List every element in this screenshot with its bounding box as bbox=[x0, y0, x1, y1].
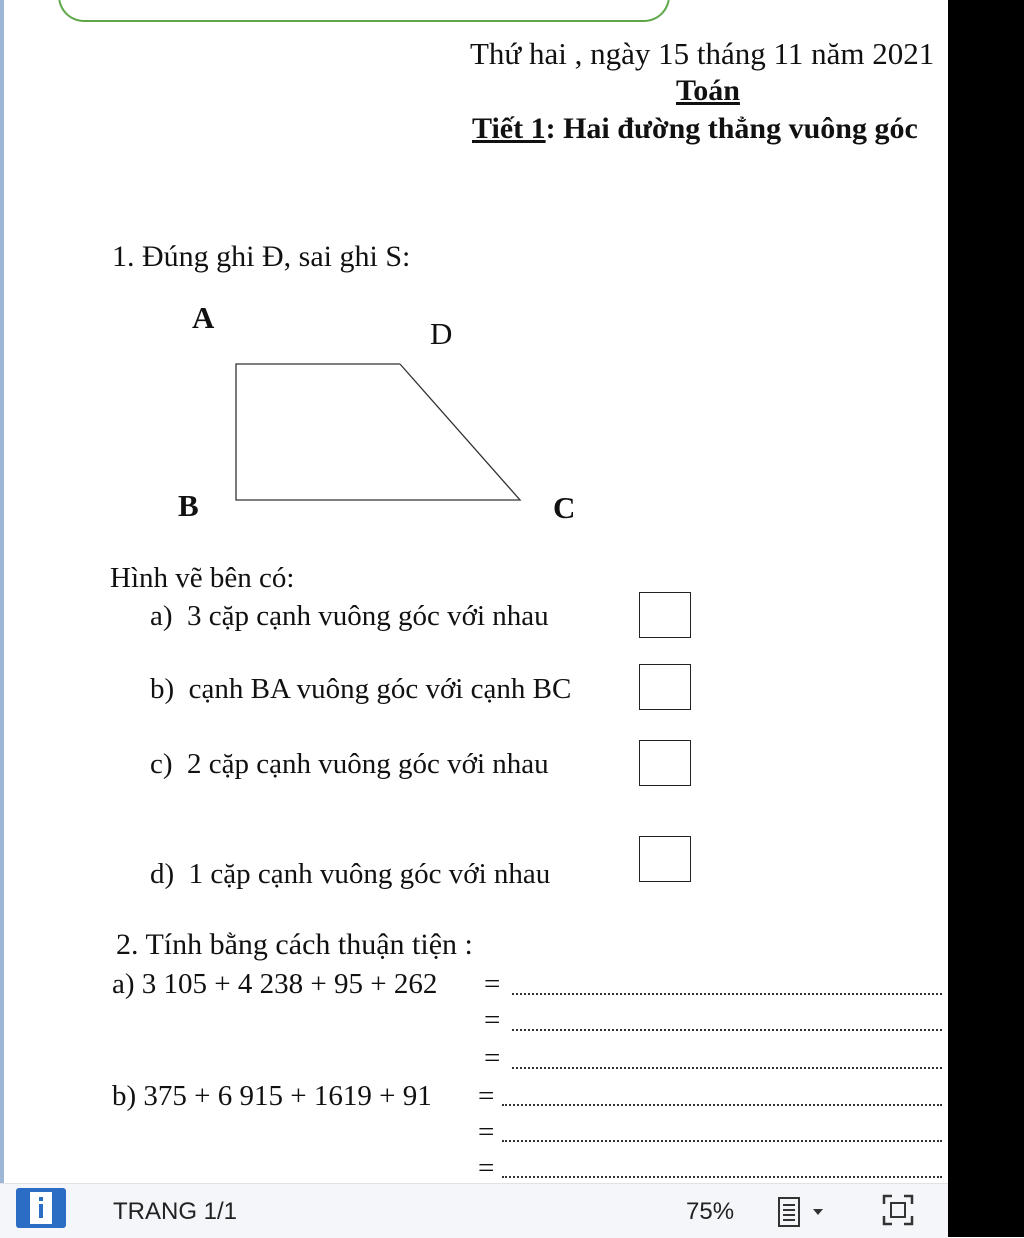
vertex-label-b: B bbox=[178, 488, 199, 523]
answer-line[interactable] bbox=[502, 1140, 942, 1142]
answer-box-c[interactable] bbox=[639, 740, 691, 786]
equals-sign: = bbox=[484, 968, 501, 1000]
status-bar bbox=[0, 1183, 948, 1238]
option-text: cạnh BA vuông góc với cạnh BC bbox=[188, 673, 572, 705]
vertex-label-c: C bbox=[553, 490, 576, 525]
document-info-icon[interactable] bbox=[16, 1188, 66, 1228]
option-letter: a) bbox=[150, 600, 173, 632]
option-d bbox=[150, 858, 550, 891]
zoom-level[interactable]: 75% bbox=[686, 1198, 735, 1225]
expression-a: a) 3 105 + 4 238 + 95 + 262 bbox=[112, 968, 438, 1000]
answer-line[interactable] bbox=[512, 1067, 942, 1069]
equals-sign: = bbox=[478, 1152, 495, 1183]
trapezoid-shape bbox=[236, 364, 520, 500]
fit-to-screen-icon[interactable] bbox=[880, 1192, 916, 1228]
option-letter: d) bbox=[150, 858, 175, 890]
vertex-label-d: D bbox=[430, 316, 453, 351]
option-text: 2 cặp cạnh vuông góc với nhau bbox=[187, 748, 549, 780]
option-a bbox=[150, 600, 549, 633]
answer-box-a[interactable] bbox=[639, 592, 691, 638]
answer-box-b[interactable] bbox=[639, 664, 691, 710]
subject-title: Toán bbox=[676, 74, 740, 107]
answer-box-d[interactable] bbox=[639, 836, 691, 882]
equals-sign: = bbox=[484, 1004, 501, 1036]
exercise-2-title: 2. Tính bằng cách thuận tiện : bbox=[116, 928, 473, 961]
option-letter: c) bbox=[150, 748, 173, 780]
equals-sign: = bbox=[478, 1116, 495, 1148]
answer-line[interactable] bbox=[512, 1029, 942, 1031]
option-b bbox=[150, 673, 571, 706]
page-view-icon[interactable] bbox=[775, 1194, 845, 1230]
expression-b: b) 375 + 6 915 + 1619 + 91 bbox=[112, 1080, 432, 1112]
date-line: Thứ hai , ngày 15 tháng 11 năm 2021 bbox=[470, 36, 935, 71]
screen-edge-black bbox=[948, 0, 1024, 1237]
exercise-1-title: 1. Đúng ghi Đ, sai ghi S: bbox=[112, 240, 411, 273]
trapezoid-figure bbox=[0, 0, 948, 560]
page-indicator[interactable]: TRANG 1/1 bbox=[113, 1198, 238, 1225]
option-letter: b) bbox=[150, 673, 175, 705]
chevron-down-icon bbox=[813, 1209, 823, 1215]
lesson-name: : Hai đường thẳng vuông góc bbox=[545, 112, 918, 145]
vertex-label-a: A bbox=[192, 300, 215, 335]
figure-intro: Hình vẽ bên có: bbox=[110, 562, 295, 594]
answer-line[interactable] bbox=[512, 993, 942, 995]
equals-sign: = bbox=[478, 1080, 495, 1112]
option-text: 1 cặp cạnh vuông góc với nhau bbox=[188, 858, 551, 890]
answer-line[interactable] bbox=[502, 1176, 942, 1178]
equals-sign: = bbox=[484, 1042, 501, 1074]
option-c bbox=[150, 748, 549, 781]
answer-line[interactable] bbox=[502, 1104, 942, 1106]
option-text: 3 cặp cạnh vuông góc với nhau bbox=[187, 600, 549, 632]
lesson-prefix: Tiết 1 bbox=[472, 112, 546, 145]
